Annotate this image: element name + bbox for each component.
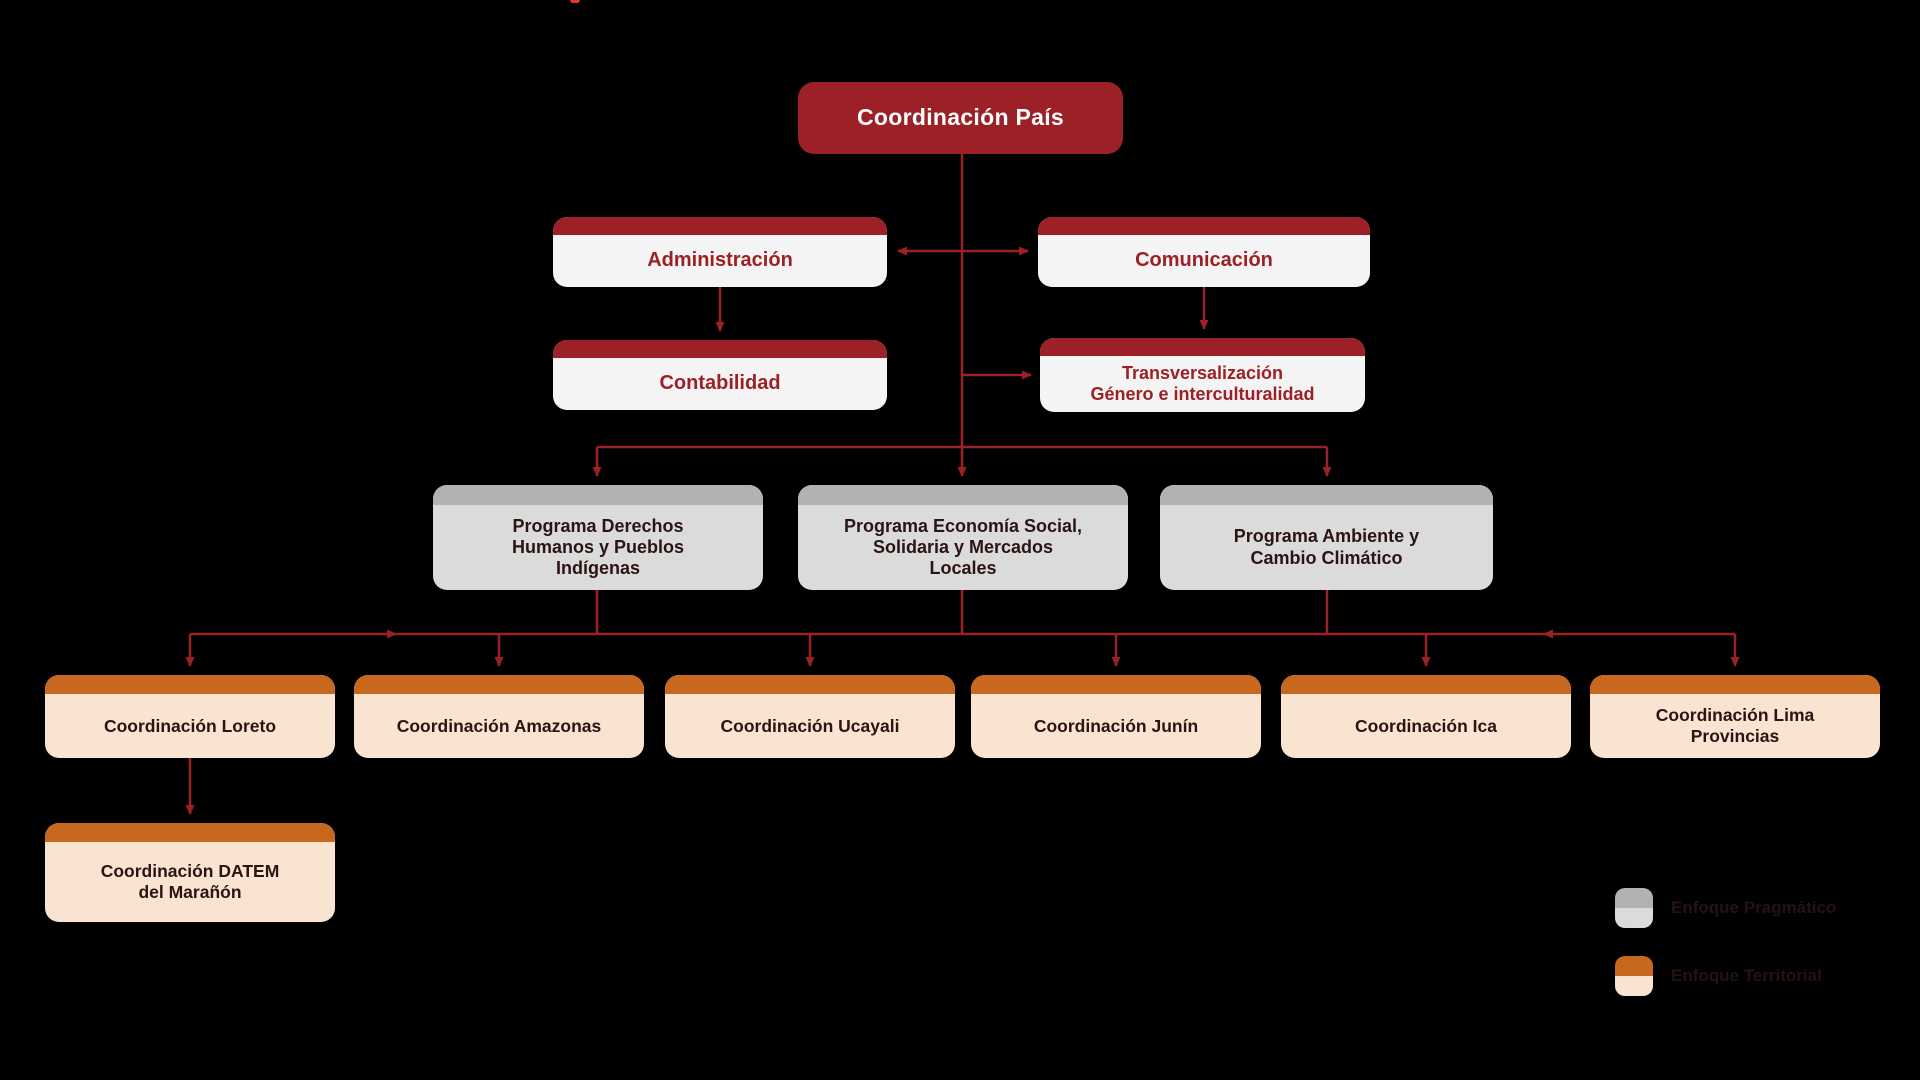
node-header-strip xyxy=(45,823,335,842)
node-coordinacion-loreto xyxy=(45,675,335,758)
legend-item-territorial xyxy=(1615,956,1915,996)
node-label: Coordinación Lima Provincias xyxy=(1655,705,1815,746)
node-comunicacion xyxy=(1038,217,1370,287)
node-label: Coordinación Amazonas xyxy=(396,715,602,736)
node-header-strip xyxy=(1281,675,1571,694)
cropped-logo-fragment xyxy=(570,0,580,3)
node-label: Transversalización Género e interculturalidad xyxy=(1090,363,1315,404)
node-coordinacion-ucayali xyxy=(665,675,955,758)
node-header-strip xyxy=(354,675,644,694)
node-programa-ambiente xyxy=(1160,485,1493,590)
node-coordinacion-datem xyxy=(45,823,335,922)
node-label: Comunicación xyxy=(1135,249,1273,272)
node-label: Coordinación DATEM del Marañón xyxy=(100,861,280,902)
node-coordinacion-junin xyxy=(971,675,1261,758)
node-label: Coordinación Ucayali xyxy=(720,715,900,736)
node-header-strip xyxy=(553,340,887,358)
node-header-strip xyxy=(1040,338,1365,356)
node-header-strip xyxy=(553,217,887,235)
node-coordinacion-pais xyxy=(798,82,1123,154)
legend-swatch-gray xyxy=(1615,888,1653,928)
node-label: Coordinación Loreto xyxy=(103,715,277,736)
node-label: Coordinación Ica xyxy=(1355,715,1497,736)
node-coordinacion-amazonas xyxy=(354,675,644,758)
node-header-strip xyxy=(665,675,955,694)
node-label: Programa Derechos Humanos y Pueblos Indígenas xyxy=(511,515,685,579)
node-label: Administración xyxy=(647,249,793,272)
legend-item-pragmatico xyxy=(1615,888,1915,928)
node-programa-derechos-humanos xyxy=(433,485,763,590)
node-label: Programa Ambiente y Cambio Climático xyxy=(1233,526,1420,568)
node-label: Coordinación País xyxy=(856,104,1065,131)
node-coordinacion-ica xyxy=(1281,675,1571,758)
node-label: Contabilidad xyxy=(659,372,781,395)
node-administracion xyxy=(553,217,887,287)
node-header-strip xyxy=(433,485,763,505)
node-coordinacion-lima-provincias xyxy=(1590,675,1880,758)
node-header-strip xyxy=(1590,675,1880,694)
node-label: Programa Economía Social, Solidaria y Mercados Locales xyxy=(843,515,1083,579)
node-programa-economia-social xyxy=(798,485,1128,590)
node-header-strip xyxy=(971,675,1261,694)
node-header-strip xyxy=(1160,485,1493,505)
legend xyxy=(1615,888,1915,1024)
node-header-strip xyxy=(45,675,335,694)
legend-label: Enfoque Pragmático xyxy=(1671,898,1837,917)
node-header-strip xyxy=(1038,217,1370,235)
node-header-strip xyxy=(798,485,1128,505)
legend-swatch-orange xyxy=(1615,956,1653,996)
node-label: Coordinación Junín xyxy=(1033,715,1199,736)
node-transversalizacion xyxy=(1040,338,1365,412)
legend-label: Enfoque Territorial xyxy=(1671,966,1822,985)
node-contabilidad xyxy=(553,340,887,410)
